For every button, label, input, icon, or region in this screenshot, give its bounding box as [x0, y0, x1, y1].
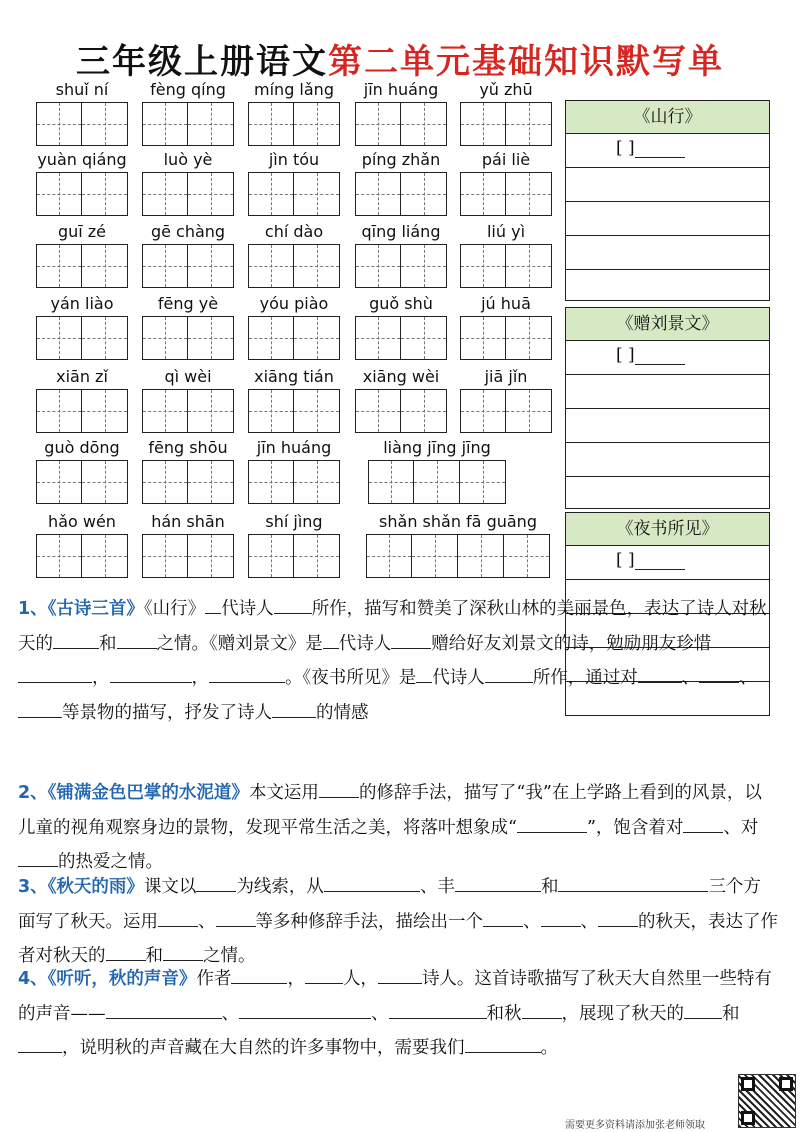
writing-box[interactable] — [506, 172, 552, 216]
writing-box[interactable] — [248, 102, 294, 146]
writing-box[interactable] — [294, 244, 340, 288]
blank[interactable] — [158, 906, 198, 927]
pinyin-label: míng lǎng — [254, 80, 334, 99]
blank[interactable] — [485, 662, 533, 683]
writing-box[interactable] — [355, 389, 401, 433]
pinyin-label: guǒ shù — [369, 294, 433, 313]
blank[interactable] — [209, 662, 285, 683]
writing-box[interactable] — [142, 172, 188, 216]
blank[interactable] — [196, 871, 236, 892]
writing-box[interactable] — [188, 389, 234, 433]
writing-box[interactable] — [36, 172, 82, 216]
writing-box[interactable] — [188, 316, 234, 360]
writing-box[interactable] — [142, 316, 188, 360]
blank[interactable] — [455, 871, 541, 892]
blank[interactable] — [598, 906, 638, 927]
pinyin-label: jú huā — [481, 294, 531, 313]
blank[interactable] — [683, 812, 723, 833]
poem-line[interactable] — [566, 202, 769, 236]
writing-box[interactable] — [355, 102, 401, 146]
blank[interactable] — [110, 662, 192, 683]
pinyin-label: fèng qíng — [150, 80, 226, 99]
writing-box[interactable] — [36, 389, 82, 433]
writing-box[interactable] — [36, 460, 82, 504]
pinyin-row — [0, 80, 560, 150]
blank[interactable] — [638, 662, 682, 683]
writing-box[interactable] — [294, 389, 340, 433]
writing-box[interactable] — [460, 172, 506, 216]
blank[interactable] — [416, 662, 432, 683]
pinyin-label: qīng liáng — [361, 222, 441, 241]
pinyin-label: píng zhǎn — [361, 150, 441, 169]
blank[interactable] — [274, 593, 312, 614]
writing-box[interactable] — [188, 244, 234, 288]
pinyin-row — [0, 294, 560, 364]
pinyin-label: yuàn qiáng — [37, 150, 127, 169]
writing-box[interactable] — [401, 102, 447, 146]
blank[interactable] — [378, 963, 422, 984]
pinyin-label: chí dào — [264, 222, 324, 241]
writing-box[interactable] — [460, 389, 506, 433]
writing-box[interactable] — [366, 534, 412, 578]
pinyin-label: jīn huáng — [256, 438, 332, 457]
pinyin-label: shí jìng — [265, 512, 323, 531]
writing-box[interactable] — [142, 389, 188, 433]
writing-box[interactable] — [188, 102, 234, 146]
blank[interactable] — [106, 940, 146, 961]
pinyin-label: guī zé — [57, 222, 107, 241]
pinyin-label: xiāng tián — [254, 367, 334, 386]
pinyin-label: shuǐ ní — [55, 80, 109, 99]
writing-box[interactable] — [506, 389, 552, 433]
writing-box[interactable] — [355, 316, 401, 360]
poem-line[interactable] — [566, 409, 769, 443]
writing-box[interactable] — [294, 316, 340, 360]
writing-box[interactable] — [294, 172, 340, 216]
pinyin-label: shǎn shǎn fā guāng — [379, 512, 537, 531]
writing-box[interactable] — [294, 102, 340, 146]
writing-box[interactable] — [460, 244, 506, 288]
writing-box[interactable] — [412, 534, 458, 578]
writing-box[interactable] — [401, 172, 447, 216]
blank[interactable] — [18, 1032, 62, 1053]
writing-box[interactable] — [142, 244, 188, 288]
writing-box[interactable] — [401, 316, 447, 360]
writing-box[interactable] — [82, 534, 128, 578]
writing-box[interactable] — [248, 534, 294, 578]
author-line[interactable]: [ ] — [566, 134, 769, 168]
pinyin-label: hán shān — [151, 512, 225, 531]
blank[interactable] — [18, 697, 62, 718]
footer-note: 需要更多资料请添加张老师领取 — [565, 1120, 705, 1131]
blank[interactable] — [106, 998, 222, 1019]
poem-panel-shanxing — [565, 100, 770, 301]
writing-box[interactable] — [82, 316, 128, 360]
writing-box[interactable] — [294, 534, 340, 578]
blank[interactable] — [231, 963, 287, 984]
writing-box[interactable] — [506, 102, 552, 146]
blank[interactable] — [541, 906, 581, 927]
blank[interactable] — [272, 697, 316, 718]
pinyin-label: xiān zǐ — [56, 367, 108, 386]
pinyin-label: pái liè — [481, 150, 531, 169]
blank[interactable] — [117, 628, 157, 649]
question-2: 2、《铺满金色巴掌的水泥道》本文运用 的修辞手法，描写了“我”在上学路上看到的风景，以儿童的视角观察身边的景物，发现平常生活之美，将落叶想象成“ ”，饱含着对 、对的热爱之情。 — [18, 776, 778, 880]
blank[interactable] — [323, 628, 339, 649]
writing-box[interactable] — [414, 460, 460, 504]
author-line[interactable]: [ ] — [566, 341, 769, 375]
blank[interactable] — [163, 940, 203, 961]
pinyin-label: liú yì — [486, 222, 526, 241]
question-3: 3、《秋天的雨》课文以 为线索，从 、丰 和 三个方面写了秋天。运用 、 等多种修辞手法，描绘出一个 、 、 的秋天，表达了作者对秋天的 和 之情。 — [18, 870, 778, 974]
blank[interactable] — [699, 662, 739, 683]
poem-line[interactable] — [566, 168, 769, 202]
writing-box[interactable] — [36, 102, 82, 146]
writing-box[interactable] — [142, 534, 188, 578]
writing-box[interactable] — [82, 244, 128, 288]
blank[interactable] — [18, 662, 92, 683]
writing-box[interactable] — [36, 534, 82, 578]
writing-box[interactable] — [248, 172, 294, 216]
writing-box[interactable] — [506, 316, 552, 360]
writing-box[interactable] — [460, 316, 506, 360]
blank[interactable] — [205, 593, 221, 614]
pinyin-row — [0, 438, 560, 508]
poem-line[interactable] — [566, 375, 769, 409]
writing-box[interactable] — [142, 102, 188, 146]
writing-box[interactable] — [460, 102, 506, 146]
pinyin-label: guò dōng — [44, 438, 120, 457]
blank[interactable] — [319, 777, 359, 798]
pinyin-label: yóu piào — [259, 294, 329, 313]
writing-box[interactable] — [82, 389, 128, 433]
pinyin-label: hǎo wén — [48, 512, 116, 531]
writing-box[interactable] — [142, 460, 188, 504]
writing-box[interactable] — [355, 172, 401, 216]
pinyin-label: yǔ zhū — [479, 80, 533, 99]
blank[interactable] — [483, 906, 523, 927]
writing-box[interactable] — [368, 460, 414, 504]
writing-box[interactable] — [82, 460, 128, 504]
pinyin-row — [0, 512, 560, 582]
writing-box[interactable] — [504, 534, 550, 578]
pinyin-label: luò yè — [163, 150, 213, 169]
blank[interactable] — [465, 1032, 541, 1053]
writing-box[interactable] — [401, 244, 447, 288]
poem-title: 《赠刘景文》 — [566, 308, 769, 341]
poem-line[interactable] — [566, 236, 769, 270]
blank[interactable] — [53, 628, 99, 649]
writing-box[interactable] — [458, 534, 504, 578]
writing-box[interactable] — [36, 244, 82, 288]
blank[interactable] — [517, 812, 587, 833]
writing-box[interactable] — [36, 316, 82, 360]
pinyin-label: gē chàng — [150, 222, 226, 241]
writing-box[interactable] — [355, 244, 401, 288]
blank[interactable] — [558, 871, 708, 892]
poem-line[interactable] — [566, 477, 769, 511]
blank[interactable] — [305, 963, 343, 984]
blank[interactable] — [522, 998, 562, 1019]
poem-title: 《夜书所见》 — [566, 513, 769, 546]
blank[interactable] — [684, 998, 722, 1019]
page-title: 三年级上册语文第二单元基础知识默写单 — [76, 42, 724, 82]
writing-box[interactable] — [248, 460, 294, 504]
blank[interactable] — [239, 998, 371, 1019]
writing-box[interactable] — [82, 172, 128, 216]
qr-code-icon — [738, 1074, 796, 1128]
writing-box[interactable] — [188, 172, 234, 216]
pinyin-label: yán liào — [50, 294, 114, 313]
pinyin-label: fēng yè — [157, 294, 219, 313]
pinyin-label: qì wèi — [164, 367, 212, 386]
blank[interactable] — [391, 628, 431, 649]
blank[interactable] — [389, 998, 487, 1019]
pinyin-label: liàng jīng jīng — [383, 438, 491, 457]
pinyin-label: jiā jǐn — [484, 367, 528, 386]
poem-panel-zengliujingwen — [565, 307, 770, 509]
pinyin-row — [0, 150, 560, 220]
poem-title: 《山行》 — [566, 101, 769, 134]
blank[interactable] — [216, 906, 256, 927]
question-1: 1、《古诗三首》《山行》 代诗人 所作，描写和赞美了深秋山林的美丽景色，表达了诗人对秋天的 和 之情。《赠刘景文》是 代诗人 赠给好友刘景文的诗，勉励朋友珍惜， ， 。《夜书所见》是 代诗人 所作，通过对 、 、等景物的描写，抒发了诗人 的情感 — [18, 592, 778, 730]
writing-box[interactable] — [188, 460, 234, 504]
writing-box[interactable] — [248, 316, 294, 360]
pinyin-label: fēng shōu — [148, 438, 228, 457]
poem-line[interactable] — [566, 270, 769, 304]
writing-box[interactable] — [248, 389, 294, 433]
blank[interactable] — [324, 871, 420, 892]
pinyin-row — [0, 367, 560, 437]
pinyin-label: jìn tóu — [268, 150, 320, 169]
pinyin-label: jīn huáng — [363, 80, 439, 99]
writing-box[interactable] — [401, 389, 447, 433]
writing-box[interactable] — [294, 460, 340, 504]
writing-box[interactable] — [188, 534, 234, 578]
blank[interactable] — [18, 846, 58, 867]
author-line[interactable]: [ ] — [566, 546, 769, 580]
pinyin-label: xiāng wèi — [362, 367, 440, 386]
pinyin-row — [0, 222, 560, 292]
writing-box[interactable] — [82, 102, 128, 146]
writing-box[interactable] — [460, 460, 506, 504]
writing-box[interactable] — [248, 244, 294, 288]
question-4: 4、《听听，秋的声音》作者 ， 人， 诗人。这首诗歌描写了秋天大自然里一些特有的声音—— 、 、 和秋 ，展现了秋天的 和，说明秋的声音藏在大自然的许多事物中，需要我们 。 — [18, 962, 778, 1066]
writing-box[interactable] — [506, 244, 552, 288]
poem-line[interactable] — [566, 443, 769, 477]
